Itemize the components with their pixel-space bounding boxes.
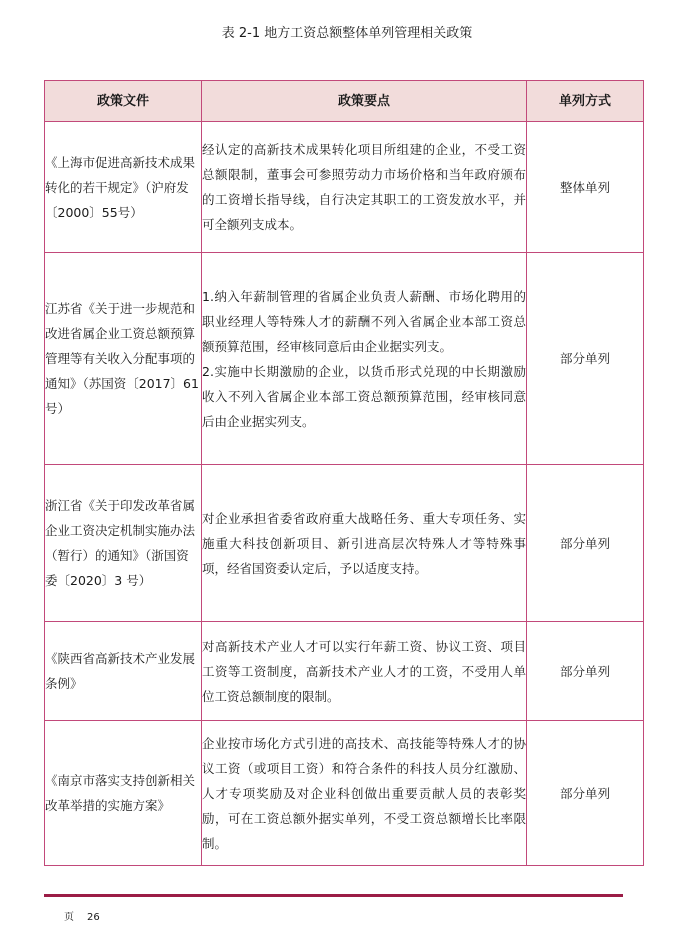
policy-points-cell (202, 253, 527, 465)
listing-method-cell: 部分单列 (527, 465, 644, 622)
policy-point: 1.纳入年薪制管理的省属企业负责人薪酬、市场化聘用的职业经理人等特殊人才的薪酬不列入省属企业本部工资总额预算范围，经审核同意后由企业据实列支。 (202, 288, 526, 354)
header-listing-method: 单列方式 (527, 81, 644, 122)
listing-method-cell: 部分单列 (527, 622, 644, 721)
table-header-row (45, 81, 644, 122)
policy-document-cell: 《陕西省高新技术产业发展条例》 (45, 622, 202, 721)
table-row (45, 622, 644, 721)
policy-document-cell: 《南京市落实支持创新相关改革举措的实施方案》 (45, 721, 202, 866)
policy-point: 对企业承担省委省政府重大战略任务、重大专项任务、实施重大科技创新项目、新引进高层次特殊人才等特殊事项，经省国资委认定后，予以适度支持。 (202, 510, 526, 576)
policy-document-cell: 浙江省《关于印发改革省属企业工资决定机制实施办法（暂行）的通知》（浙国资委〔2020〕3 号） (45, 465, 202, 622)
policy-document-cell: 江苏省《关于进一步规范和改进省属企业工资总额预算管理等有关收入分配事项的通知》（苏国资〔2017〕61 号） (45, 253, 202, 465)
table-row (45, 465, 644, 622)
policy-points-cell (202, 622, 527, 721)
policy-point: 对高新技术产业人才可以实行年薪工资、协议工资、项目工资等工资制度，高新技术产业人才的工资，不受用人单位工资总额制度的限制。 (202, 638, 526, 704)
table-row (45, 253, 644, 465)
listing-method-cell: 部分单列 (527, 253, 644, 465)
table-row (45, 122, 644, 253)
listing-method-cell: 部分单列 (527, 721, 644, 866)
policy-document-cell: 《上海市促进高新技术成果转化的若干规定》（沪府发〔2000〕55号） (45, 122, 202, 253)
page-number-footer (64, 908, 113, 923)
footer-divider (44, 894, 623, 897)
policy-point: 2.实施中长期激励的企业，以货币形式兑现的中长期激励收入不列入省属企业本部工资总额预算范围，经审核同意后由企业据实列支。 (202, 363, 526, 429)
policy-point: 经认定的高新技术成果转化项目所组建的企业，不受工资总额限制，董事会可参照劳动力市场价格和当年政府颁布的工资增长指导线，自行决定其职工的工资发放水平，并可全额列支成本。 (202, 142, 526, 232)
table-row (45, 721, 644, 866)
policy-points-cell (202, 122, 527, 253)
policy-points-cell (202, 465, 527, 622)
table-caption: 表 2-1 地方工资总额整体单列管理相关政策 (221, 26, 473, 41)
page-label: 页 (64, 912, 74, 923)
policy-points-cell (202, 721, 527, 866)
header-policy-points: 政策要点 (202, 81, 527, 122)
policy-point: 企业按市场化方式引进的高技术、高技能等特殊人才的协议工资（或项目工资）和符合条件的科技人员分红激励、人才专项奖励及对企业科创做出重要贡献人员的表彰奖励，可在工资总额外据实单列，不受工资总额增长比率限制。 (202, 735, 526, 851)
header-policy-document: 政策文件 (45, 81, 202, 122)
listing-method-cell: 整体单列 (527, 122, 644, 253)
page-number: 26 (87, 912, 100, 923)
policy-table (44, 80, 644, 866)
